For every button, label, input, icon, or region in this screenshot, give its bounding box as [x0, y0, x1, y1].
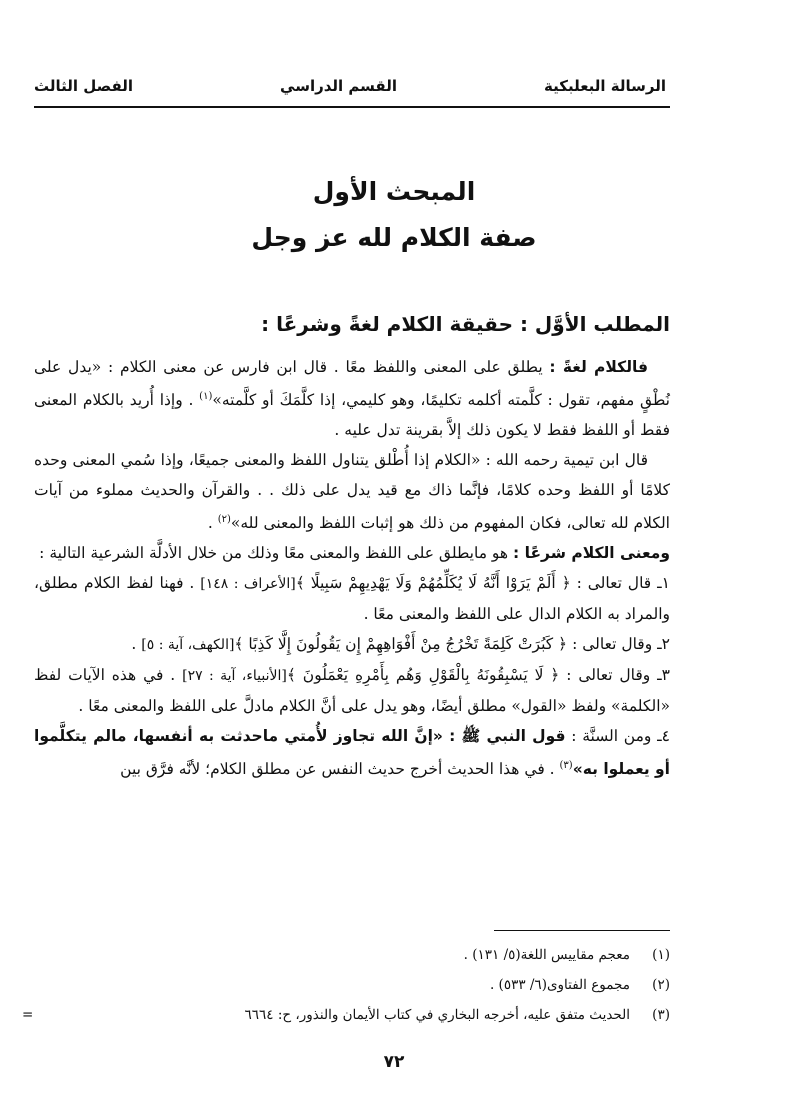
evidence-item-3	[34, 660, 670, 721]
header-rule	[34, 106, 670, 108]
quran-verse: ﴿ لَا يَسْبِقُونَهُ بِالْقَوْلِ وَهُم بِأَمْرِهِ يَعْمَلُونَ ﴾	[286, 666, 560, 685]
paragraph-text: يطلق على المعنى واللفظ معًا . قال ابن فارس عن معنى الكلام : «يدل على نُطْقٍ مفهم، تقول : كلَّمته أكلمه تكليمًا، وهو كليمي، إذا كلَّمَكَ أو كلَّمته»	[34, 358, 670, 410]
paragraph-text: . وإذا أُريد بالكلام المعنى فقط أو اللفظ فقط لا يكون ذلك إلاَّ بقرينة تدل عليه .	[34, 391, 670, 440]
evidence-item-2	[34, 629, 670, 660]
hadith-lead: قول النبي ﷺ :	[449, 727, 566, 746]
footnote-number: (٣)	[652, 1007, 670, 1023]
paragraph-definition-language	[34, 352, 670, 445]
verse-reference: [الأنبياء، آية : ٢٧]	[182, 668, 287, 685]
footnote-ref[interactable]: (٢)	[217, 514, 231, 526]
paragraph-ibn-taymiyyah	[34, 445, 670, 538]
paragraph-text: . في هذا الحديث أخرج حديث النفس عن مطلق الكلام؛ لأنَّه فرَّق بين	[120, 760, 560, 779]
quran-verse: ﴿ كَبُرَتْ كَلِمَةً تَخْرُجُ مِنْ أَفْوَاهِهِمْ إِن يَقُولُونَ إِلَّا كَذِبًا ﴾	[234, 635, 568, 654]
footnote-number: (٢)	[652, 977, 670, 993]
term-lead: ومعنى الكلام شرعًا :	[513, 544, 670, 563]
footnotes	[18, 940, 670, 1030]
section-subtitle: صفة الكلام لله عز وجل	[251, 223, 537, 252]
evidence-prefix: ١ـ قال تعالى :	[570, 574, 670, 593]
paragraph-text: . فهنا لفظ الكلام مطلق، والمراد به الكلام الدال على اللفظ والمعنى معًا .	[34, 574, 670, 624]
footnote-ref[interactable]: (١)	[199, 391, 213, 402]
chapter-title: الفصل الثالث	[34, 77, 134, 95]
footnote-ref[interactable]: (٣)	[559, 760, 573, 772]
main-text	[34, 306, 670, 784]
evidence-prefix: ٣ـ وقال تعالى :	[559, 666, 670, 685]
evidence-prefix: ٤ـ ومن السنَّة :	[565, 727, 670, 746]
hadith-text: «إنَّ الله تجاوز لأُمتي ماحدثت به أنفسها، مالم يتكلَّموا أو يعملوا به»	[34, 727, 670, 779]
running-header	[34, 66, 666, 106]
paragraph-text: . في هذه الآيات لفظ «الكلمة» ولفظ «القول» مطلق أيضًا، وهو يدل على أنَّ الكلام مادلَّ على اللفظ والمعنى معًا .	[34, 666, 670, 716]
paragraph-definition-sharia	[34, 538, 670, 568]
evidence-prefix: ٢ـ وقال تعالى :	[567, 635, 670, 654]
quran-verse: ﴿ أَلَمْ يَرَوْا أَنَّهُ لَا يُكَلِّمُهُمْ وَلَا يَهْدِيهِمْ سَبِيلًا ﴾	[295, 574, 571, 593]
footnote-text: معجم مقاييس اللغة(٥/ ١٣١) .	[463, 947, 630, 963]
paragraph-text: .	[131, 635, 142, 654]
evidence-item-1	[34, 568, 670, 629]
verse-reference: [الكهف، آية : ٥]	[141, 637, 235, 654]
footnote-text: الحديث متفق عليه، أخرجه البخاري في كتاب الأيمان والنذور، ح: ٦٦٦٤	[244, 1007, 630, 1023]
part-title: القسم الدراسي	[280, 77, 397, 95]
footnote-1	[18, 940, 670, 970]
book-title: الرسالة البعلبكية	[544, 77, 666, 95]
section-titles	[0, 172, 788, 258]
subsection-heading: المطلب الأوَّل : حقيقة الكلام لغةً وشرعًا :	[261, 312, 670, 336]
paragraph-text: .	[207, 514, 218, 533]
term-lead: فالكلام لغةً :	[549, 358, 648, 376]
evidence-item-4	[34, 721, 670, 784]
footnote-number: (١)	[652, 947, 670, 963]
footnote-2	[18, 970, 670, 1000]
footnote-continuation-mark: =	[22, 1007, 34, 1023]
page-number: ٧٢	[383, 1052, 405, 1072]
footnote-3	[18, 1000, 670, 1030]
footnote-text: مجموع الفتاوى(٦/ ٥٣٣) .	[489, 977, 630, 993]
paragraph-text: قال ابن تيمية رحمه الله : «الكلام إذا أُطْلق يتناول اللفظ والمعنى جميعًا، وإذا سُمي المعنى وحده كلامًا أو اللفظ وحده كلامًا، فإنَّما ذاك مع قيد يدل على ذلك . . والقرآن والحديث مملوء من آيات الكلام لله تعالى، فكان المفهوم من ذلك هو إثبات اللفظ والمعنى لله»	[34, 451, 670, 533]
section-title: المبحث الأول	[312, 177, 476, 206]
paragraph-text: هو مايطلق على اللفظ والمعنى معًا وذلك من خلال الأدلَّة الشرعية التالية :	[39, 544, 514, 563]
verse-reference: [الأعراف : ١٤٨]	[200, 576, 296, 593]
footnote-rule	[494, 930, 670, 931]
